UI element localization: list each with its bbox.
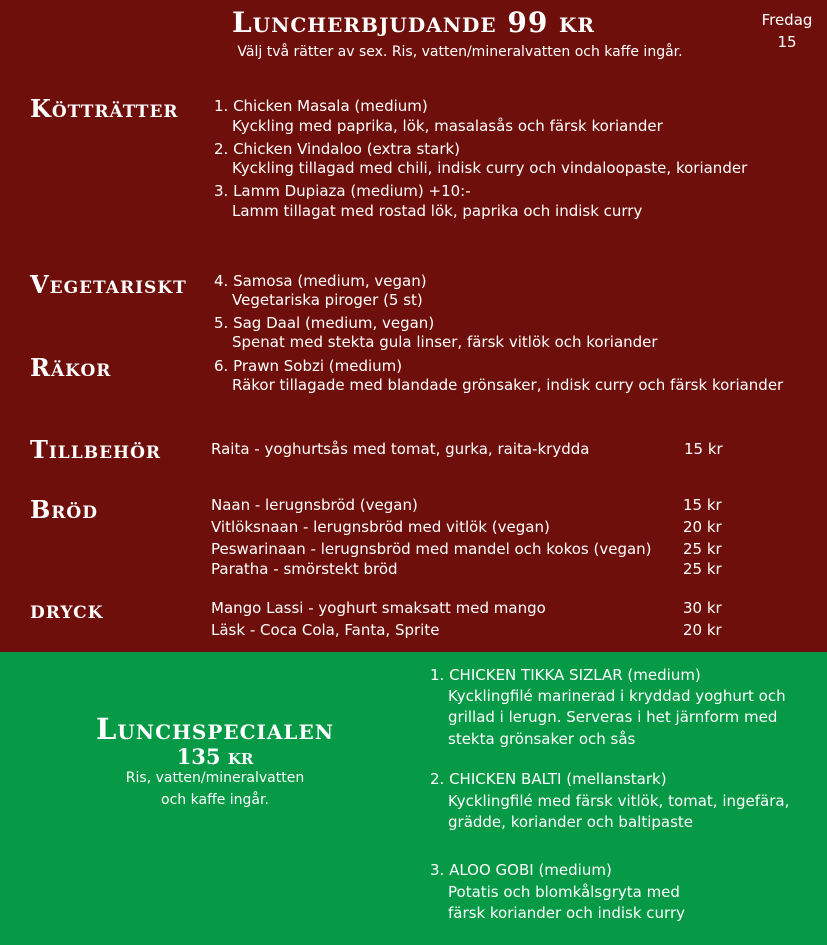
dish-description: Vegetariska piroger (5 st) [232, 291, 423, 309]
day-label: Fredag [761, 11, 813, 29]
side-item-price: 15 kr [684, 440, 723, 458]
special-dish-description: färsk koriander och indisk curry [448, 904, 685, 922]
category-tillbehor: Tillbehör [30, 435, 162, 464]
category-rakor: Räkor [30, 353, 112, 382]
special-dish-name: 1. CHICKEN TIKKA SIZLAR (medium) [430, 666, 701, 684]
special-dish-description: grädde, koriander och baltipaste [448, 813, 694, 831]
side-item: Raita - yoghurtsås med tomat, gurka, raita-krydda [211, 440, 590, 458]
dish-name: 5. Sag Daal (medium, vegan) [214, 314, 435, 332]
bread-item-price: 20 kr [683, 518, 722, 536]
dish-description: Kyckling tillagad med chili, indisk curry och vindaloopaste, koriander [232, 159, 748, 177]
special-title: Lunchspecialen [95, 712, 335, 746]
bread-item-price: 25 kr [683, 560, 722, 578]
dish-name: 3. Lamm Dupiaza (medium) +10:- [214, 182, 471, 200]
dish-description: Spenat med stekta gula linser, färsk vitlök och koriander [232, 333, 658, 351]
dish-description: Räkor tillagade med blandade grönsaker, indisk curry och färsk koriander [232, 376, 784, 394]
bread-item-price: 15 kr [683, 496, 722, 514]
bread-item: Vitlöksnaan - lerugnsbröd med vitlök (vegan) [211, 518, 550, 536]
special-dish-description: Kycklingfilé med färsk vitlök, tomat, ingefära, [448, 792, 790, 810]
bread-item: Naan - lerugnsbröd (vegan) [211, 496, 418, 514]
drink-item: Mango Lassi - yoghurt smaksatt med mango [211, 599, 546, 617]
dish-name: 6. Prawn Sobzi (medium) [214, 357, 403, 375]
special-dish-description: stekta grönsaker och sås [448, 730, 636, 748]
special-note: och kaffe ingår. [161, 792, 269, 808]
page-subtitle: Välj två rätter av sex. Ris, vatten/mineralvatten och kaffe ingår. [237, 44, 683, 60]
dish-name: 1. Chicken Masala (medium) [214, 97, 428, 115]
dish-name: 4. Samosa (medium, vegan) [214, 272, 427, 290]
special-dish-description: grillad i lerugn. Serveras i het järnform med [448, 708, 778, 726]
special-dish-name: 3. ALOO GOBI (medium) [430, 861, 612, 879]
special-dish-description: Kycklingfilé marinerad i kryddad yoghurt och [448, 687, 786, 705]
drink-item-price: 20 kr [683, 621, 722, 639]
page-title: Luncherbjudande 99 kr [231, 6, 596, 39]
special-dish-name: 2. CHICKEN BALTI (mellanstark) [430, 770, 667, 788]
bread-item: Paratha - smörstekt bröd [211, 560, 398, 578]
dish-description: Kyckling med paprika, lök, masalasås och färsk koriander [232, 117, 663, 135]
dish-description: Lamm tillagat med rostad lök, paprika och indisk curry [232, 202, 643, 220]
special-dish-description: Potatis och blomkålsgryta med [448, 883, 680, 901]
lunch-special-section [0, 652, 827, 945]
dish-name: 2. Chicken Vindaloo (extra stark) [214, 140, 461, 158]
date-label: 15 [777, 33, 797, 51]
bread-item: Peswarinaan - lerugnsbröd med mandel och kokos (vegan) [211, 540, 652, 558]
category-kotratter: Kötträtter [30, 94, 179, 123]
category-dryck: dryck [30, 595, 104, 624]
bread-item-price: 25 kr [683, 540, 722, 558]
special-price: 135 kr [176, 744, 254, 769]
drink-item-price: 30 kr [683, 599, 722, 617]
category-brod: Bröd [30, 495, 98, 524]
category-vegetariskt: Vegetariskt [30, 270, 187, 299]
drink-item: Läsk - Coca Cola, Fanta, Sprite [211, 621, 440, 639]
special-note: Ris, vatten/mineralvatten [125, 770, 305, 786]
